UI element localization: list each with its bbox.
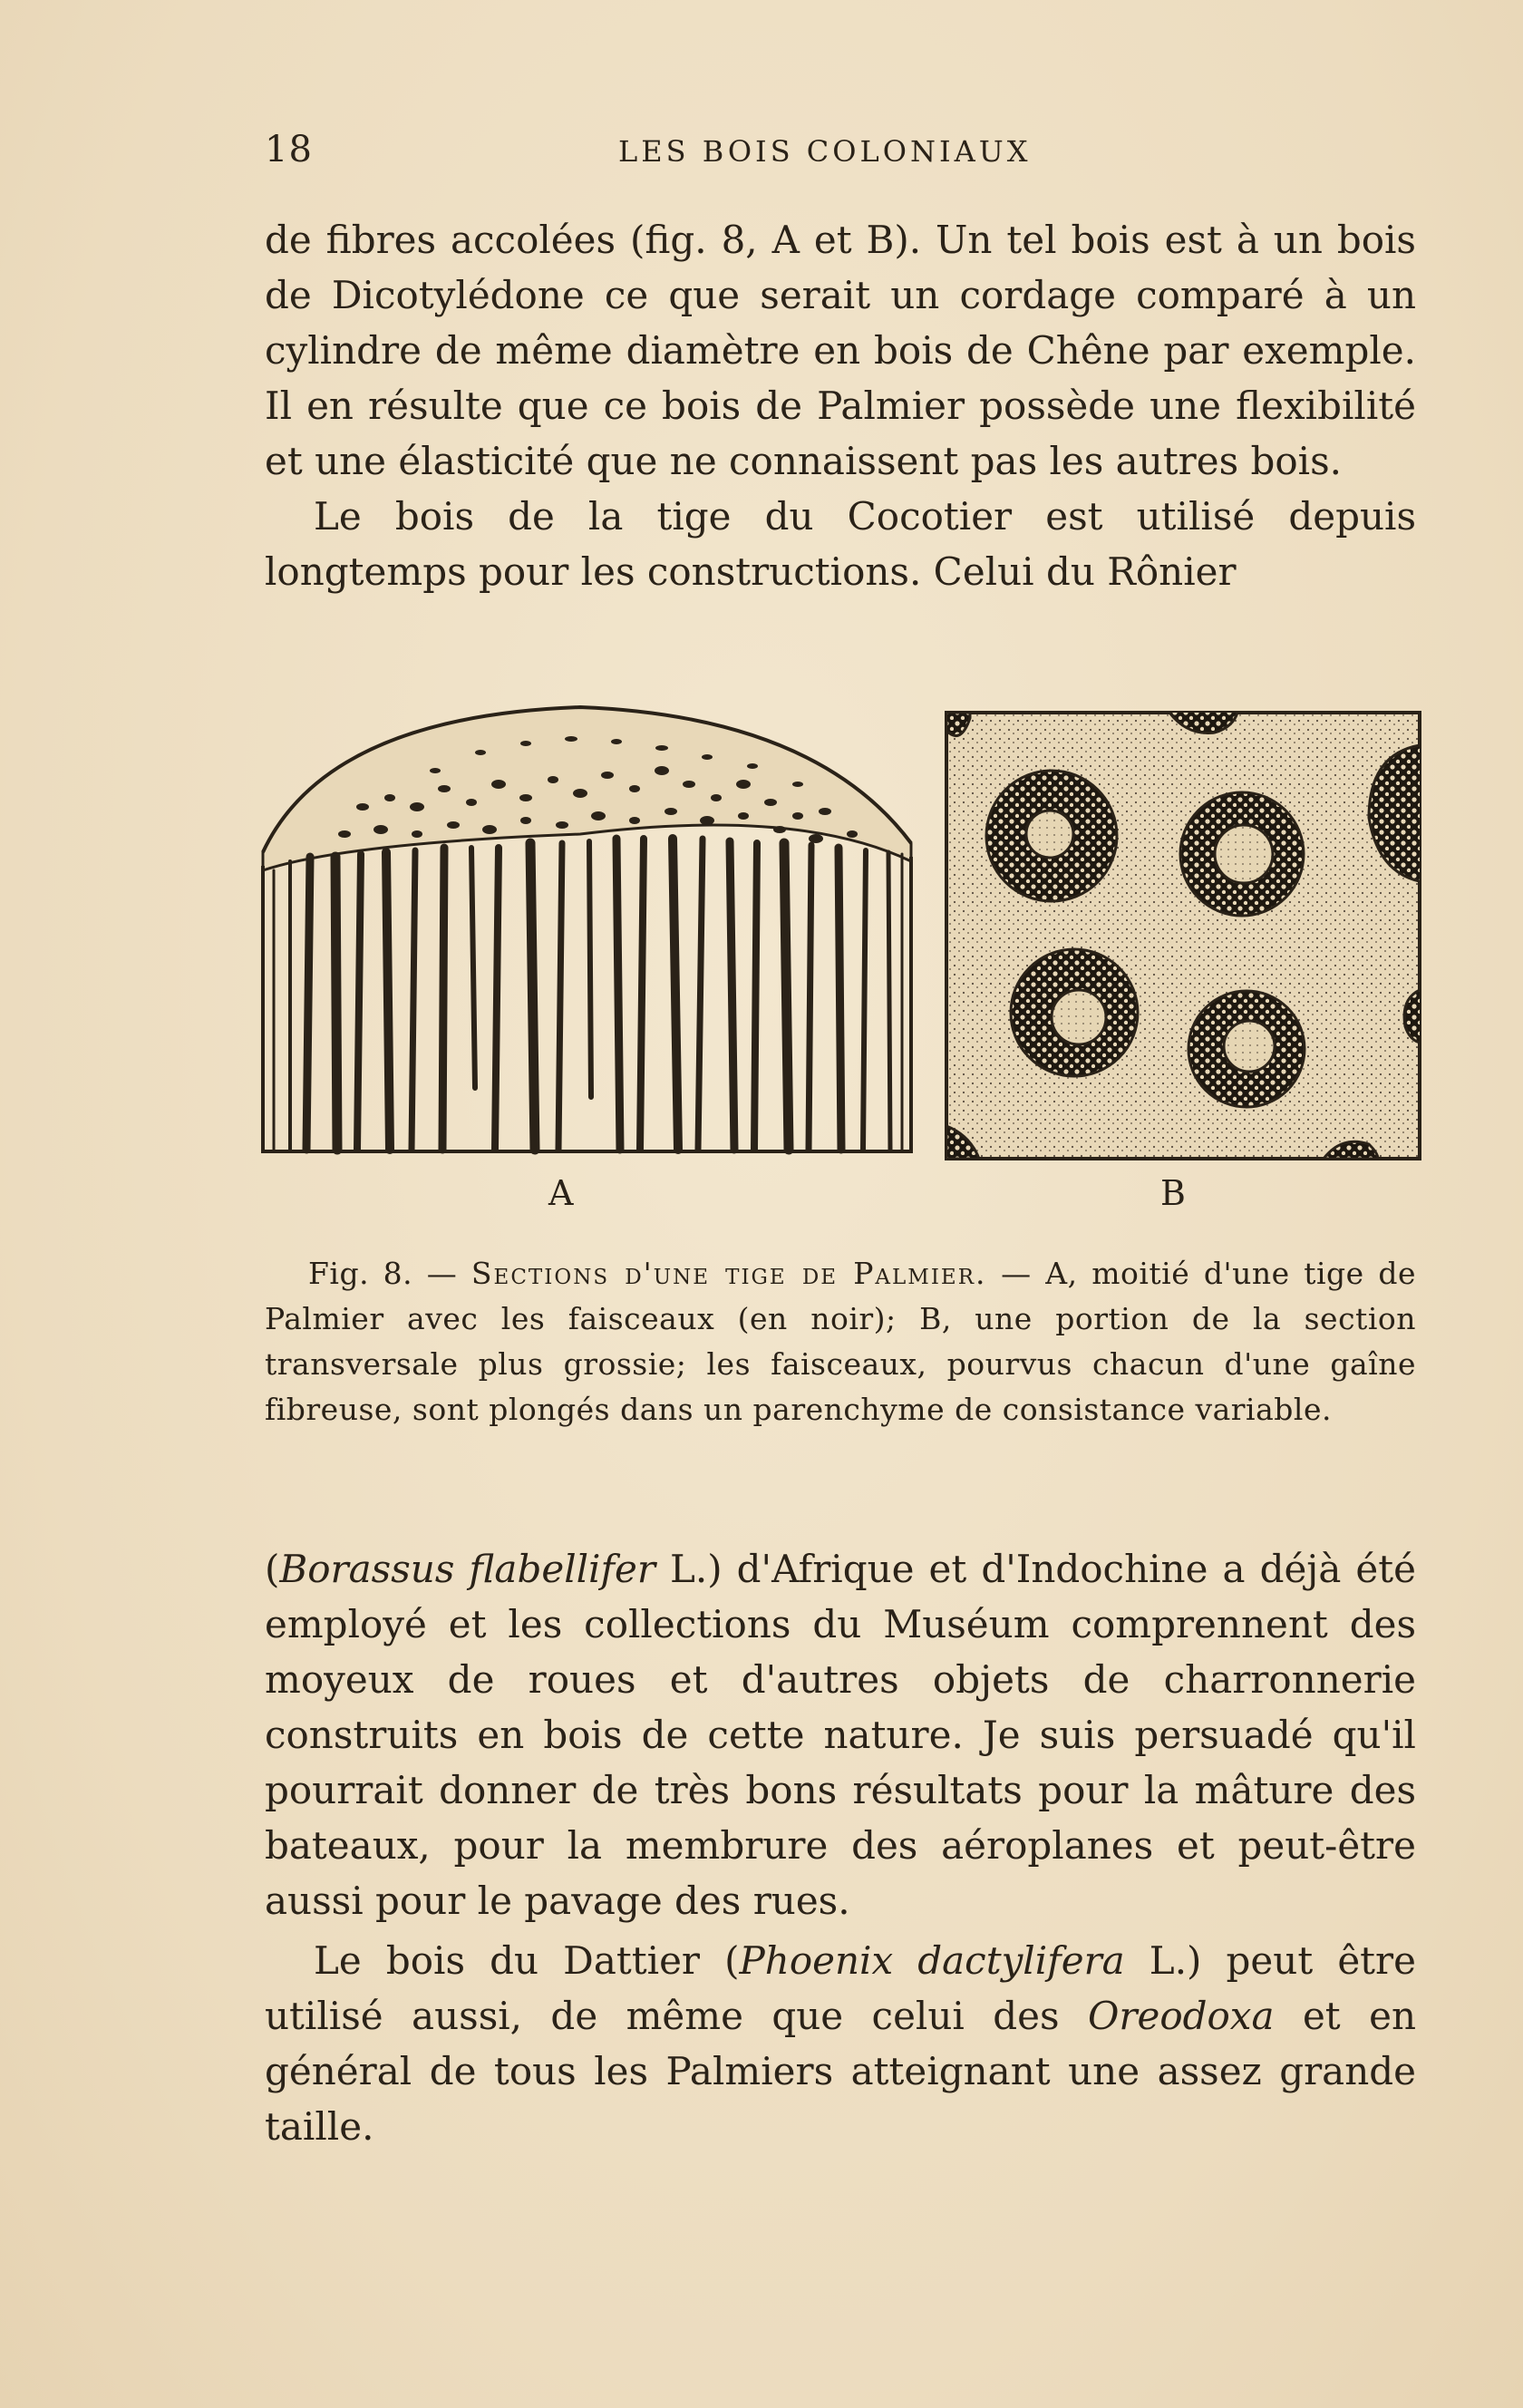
figure-a-palm-stem-illustration — [254, 698, 925, 1170]
caption-title: Sections d'une tige de Palmier. — [470, 1256, 987, 1291]
species-borassus: Borassus flabellifer — [279, 1547, 655, 1591]
paragraph-borassus — [265, 1541, 1416, 1928]
figure-label-a: A — [548, 1173, 574, 1213]
paren-open: ( — [265, 1547, 280, 1591]
figure-label-b: B — [1160, 1173, 1186, 1213]
caption-body: — A, moitié d'une tige de Palmier avec les faisceaux (en noir); B, une portion de la section transversale plus grossie; les faisceaux, pourvus chacun d'une gaîne fibreuse, sont plongés dans un parenchyme de consistance variable. — [265, 1256, 1416, 1427]
paragraph-borassus-text: L.) d'Afrique et d'Indochine a déjà été employé et les collections du Muséum comprennent des moyeux de roues et d'autres objets de charronnerie construits en bois de cette nature. Je suis persuadé qu'il pourrait donner de très bons résultats pour la mâture des bateaux, pour la membrure des aéroplanes et peut-être aussi pour le pavage des rues. — [265, 1547, 1416, 1923]
paragraph-dattier-lead: Le bois du Dattier ( — [314, 1938, 740, 1983]
paragraph-dattier — [265, 1933, 1416, 2154]
paragraph-fibres — [265, 212, 1416, 599]
figure-8 — [254, 698, 1432, 1233]
paragraph-dattier-tail: et en général de tous les Palmiers atteignant une assez grande taille. — [265, 1994, 1416, 2149]
figure-b-cross-section-illustration — [943, 709, 1423, 1162]
page-number: 18 — [265, 129, 313, 170]
running-head — [265, 129, 1416, 183]
paragraph-cocotier-text: Le bois de la tige du Cocotier est utilisé depuis longtemps pour les constructions. Celui du Rônier — [265, 494, 1416, 594]
species-oreodoxa: Oreodoxa — [1087, 1994, 1275, 2038]
running-title: LES BOIS COLONIAUX — [618, 134, 1032, 169]
caption-fig-ref: Fig. 8. — [308, 1256, 413, 1291]
caption-dash: — — [412, 1256, 471, 1291]
paragraph-dattier-mid: L.) peut être utilisé aussi, de même que celui des — [265, 1938, 1416, 2038]
figure-caption — [265, 1251, 1416, 1432]
species-phoenix: Phoenix dactylifera — [739, 1938, 1125, 1983]
paragraph-fibres-text: de fibres accolées (fig. 8, A et B). Un tel bois est à un bois de Dicotylédone ce que serait un cordage comparé à un cylindre de même diamètre en bois de Chêne par exemple. Il en résulte que ce bois de Palmier possède une flexibilité et une élasticité que ne connaissent pas les autres bois. — [265, 218, 1416, 483]
